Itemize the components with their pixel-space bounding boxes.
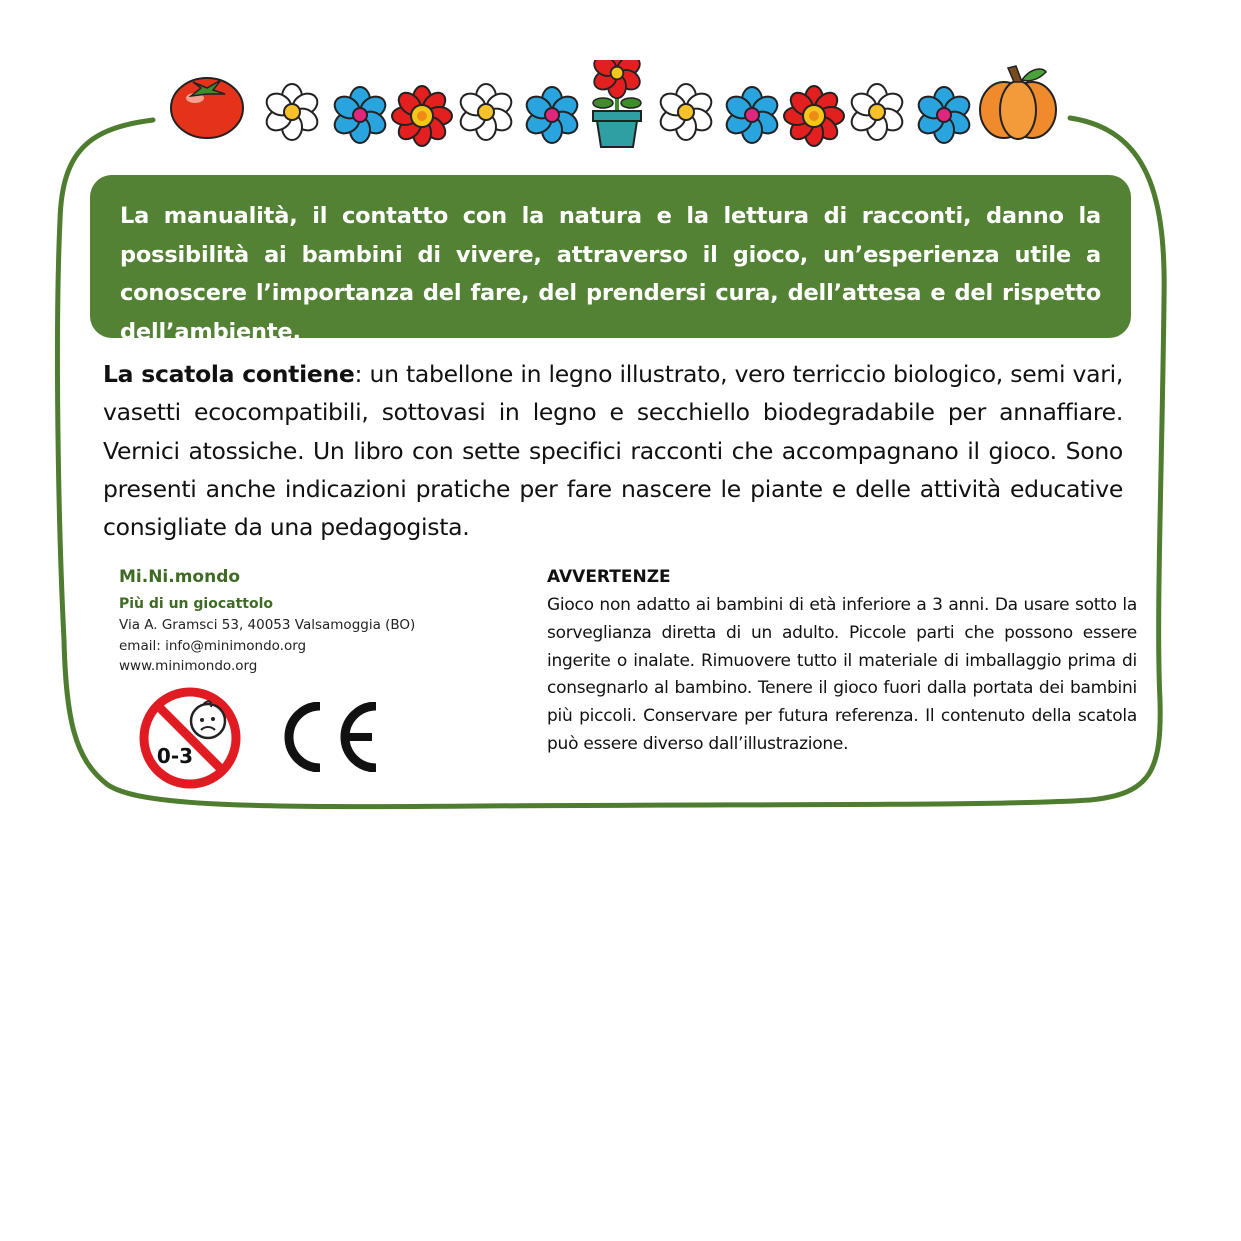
white-flower-icon [848,84,906,140]
blue-flower-icon [915,87,973,143]
white-flower-icon [457,84,515,140]
box-contents-text: : un tabellone in legno illustrato, vero terriccio biologico, semi vari, vasetti ecocompatibili, sottovasi in legno e secchiello biodegradabile per annaffiare. Vernici atossiche. Un libro con sette specifici racconti che accompagnano il gioco. Sono presenti anche indicazioni pratiche per fare nascere le piante e delle attività educative consigliate da una pedagogista. [103,360,1123,542]
company-email: email: info@minimondo.org [119,637,307,654]
company-name: Mi.Ni.mondo [119,567,241,587]
company-website: www.minimondo.org [119,658,258,674]
flower-border [0,60,1241,160]
tomato-icon [171,78,243,138]
red-flower-icon [392,86,452,146]
potted-flower-icon [591,60,644,147]
company-info [119,565,449,677]
blue-flower-icon [523,87,581,143]
white-flower-icon [657,84,715,140]
intro-text: La manualità, il contatto con la natura e la lettura di racconti, danno la possibilità ai bambini di vivere, attraverso il gioco, un’esperienza utile a conoscere l’importanza del fare, del prendersi cura, dell’attesa e del rispetto dell’ambiente. [120,203,1101,345]
red-flower-icon [784,86,844,146]
warnings-text: Gioco non adatto ai bambini di età inferiore a 3 anni. Da usare sotto la sorveglianza diretta di un adulto. Piccole parti che possono essere ingerite o inalate. Rimuovere tutto il materiale di imballaggio prima di consegnarlo al bambino. Tenere il gioco fuori dalla portata dei bambini più piccoli. Conservare per futura referenza. Il contenuto della scatola può essere diverso dall’illustrazione. [547,595,1137,754]
white-flower-icon [263,84,321,140]
blue-flower-icon [723,87,781,143]
warnings-section [547,565,1137,759]
warnings-title: AVVERTENZE [547,567,671,587]
company-address: Via A. Gramsci 53, 40053 Valsamoggia (BO) [119,617,416,633]
pumpkin-icon [980,66,1056,139]
intro-box [90,175,1131,345]
age-label: 0-3 [156,744,194,768]
company-tagline: Più di un giocattolo [119,596,274,612]
box-contents-label: La scatola contiene [103,360,355,388]
ce-mark-icon [282,702,382,772]
blue-flower-icon [331,87,389,143]
no-under-3-icon [137,685,243,791]
box-contents-paragraph [103,355,1123,546]
